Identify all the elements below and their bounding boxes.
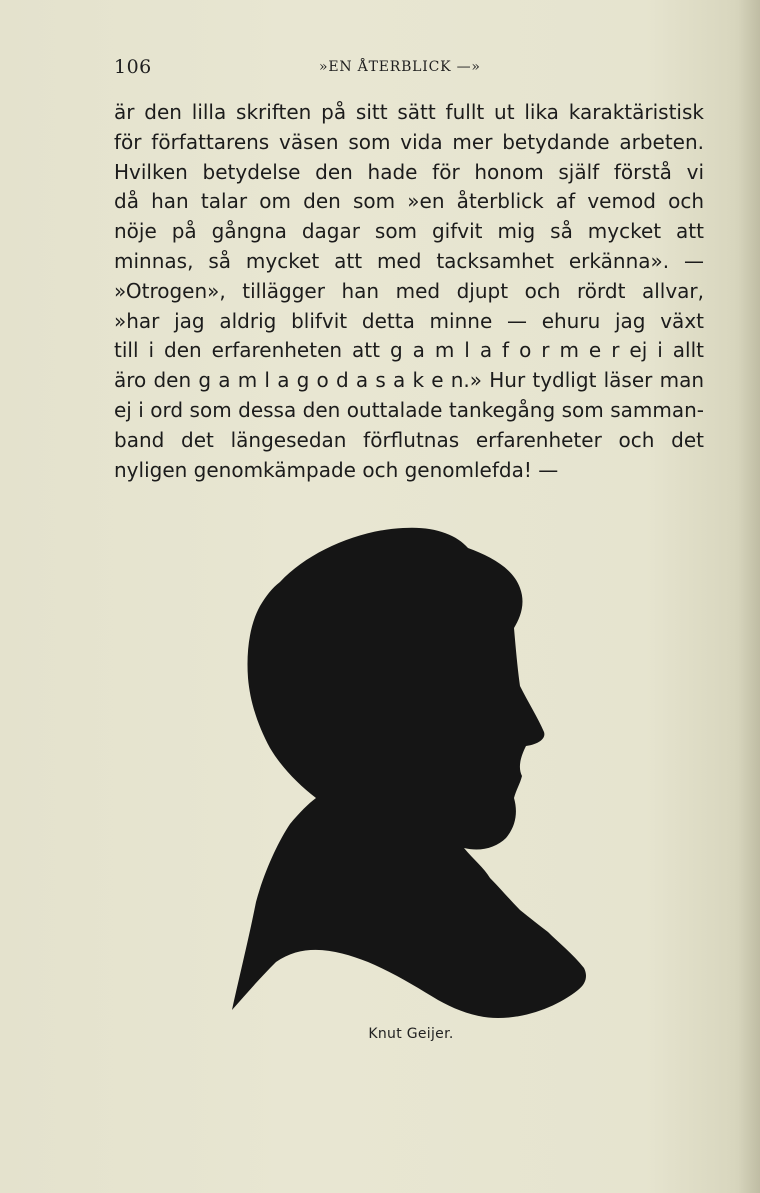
text-line: »har jag aldrig blifvit detta minne — ehuru jag växt [114, 308, 704, 333]
text-line: då han talar om den som »en återblick af vemod och [114, 189, 704, 214]
text-line: är den lilla skriften på sitt sätt fullt ut lika karaktäristisk [114, 100, 704, 124]
text-line: till i den erfarenheten att g a m l a f o r m e r ej i allt [114, 338, 704, 363]
text-line: »Otrogen», tillägger han med djupt och rördt allvar, [114, 278, 704, 303]
text-line: nöje på gångna dagar som gifvit mig så mycket att [114, 219, 704, 244]
text-line: nyligen genomkämpade och genomlefda! — [114, 457, 559, 482]
running-head-title: »EN ÅTERBLICK —» [319, 59, 481, 75]
silhouette-shape [232, 528, 586, 1018]
text-line: ej i ord som dessa den outtalade tankegång som samman- [114, 397, 704, 422]
running-head [114, 56, 704, 82]
text-line: för författarens väsen som vida mer betydande arbeten. [114, 129, 704, 154]
text-line: äro den g a m l a g o d a s a k e n.» Hur tydligt läser man [114, 368, 704, 393]
page-number: 106 [114, 56, 152, 78]
figure-caption: Knut Geijer. [368, 1026, 454, 1042]
portrait-silhouette [228, 522, 590, 1022]
text-line: band det längesedan förflutnas erfarenheter och det [114, 427, 704, 452]
page-edge-shadow [738, 0, 760, 1193]
text-line: Hvilken betydelse den hade för honom själf förstå vi [114, 159, 704, 184]
body-paragraph [114, 98, 704, 485]
text-line: minnas, så mycket att med tacksamhet erkänna». — [114, 248, 704, 273]
